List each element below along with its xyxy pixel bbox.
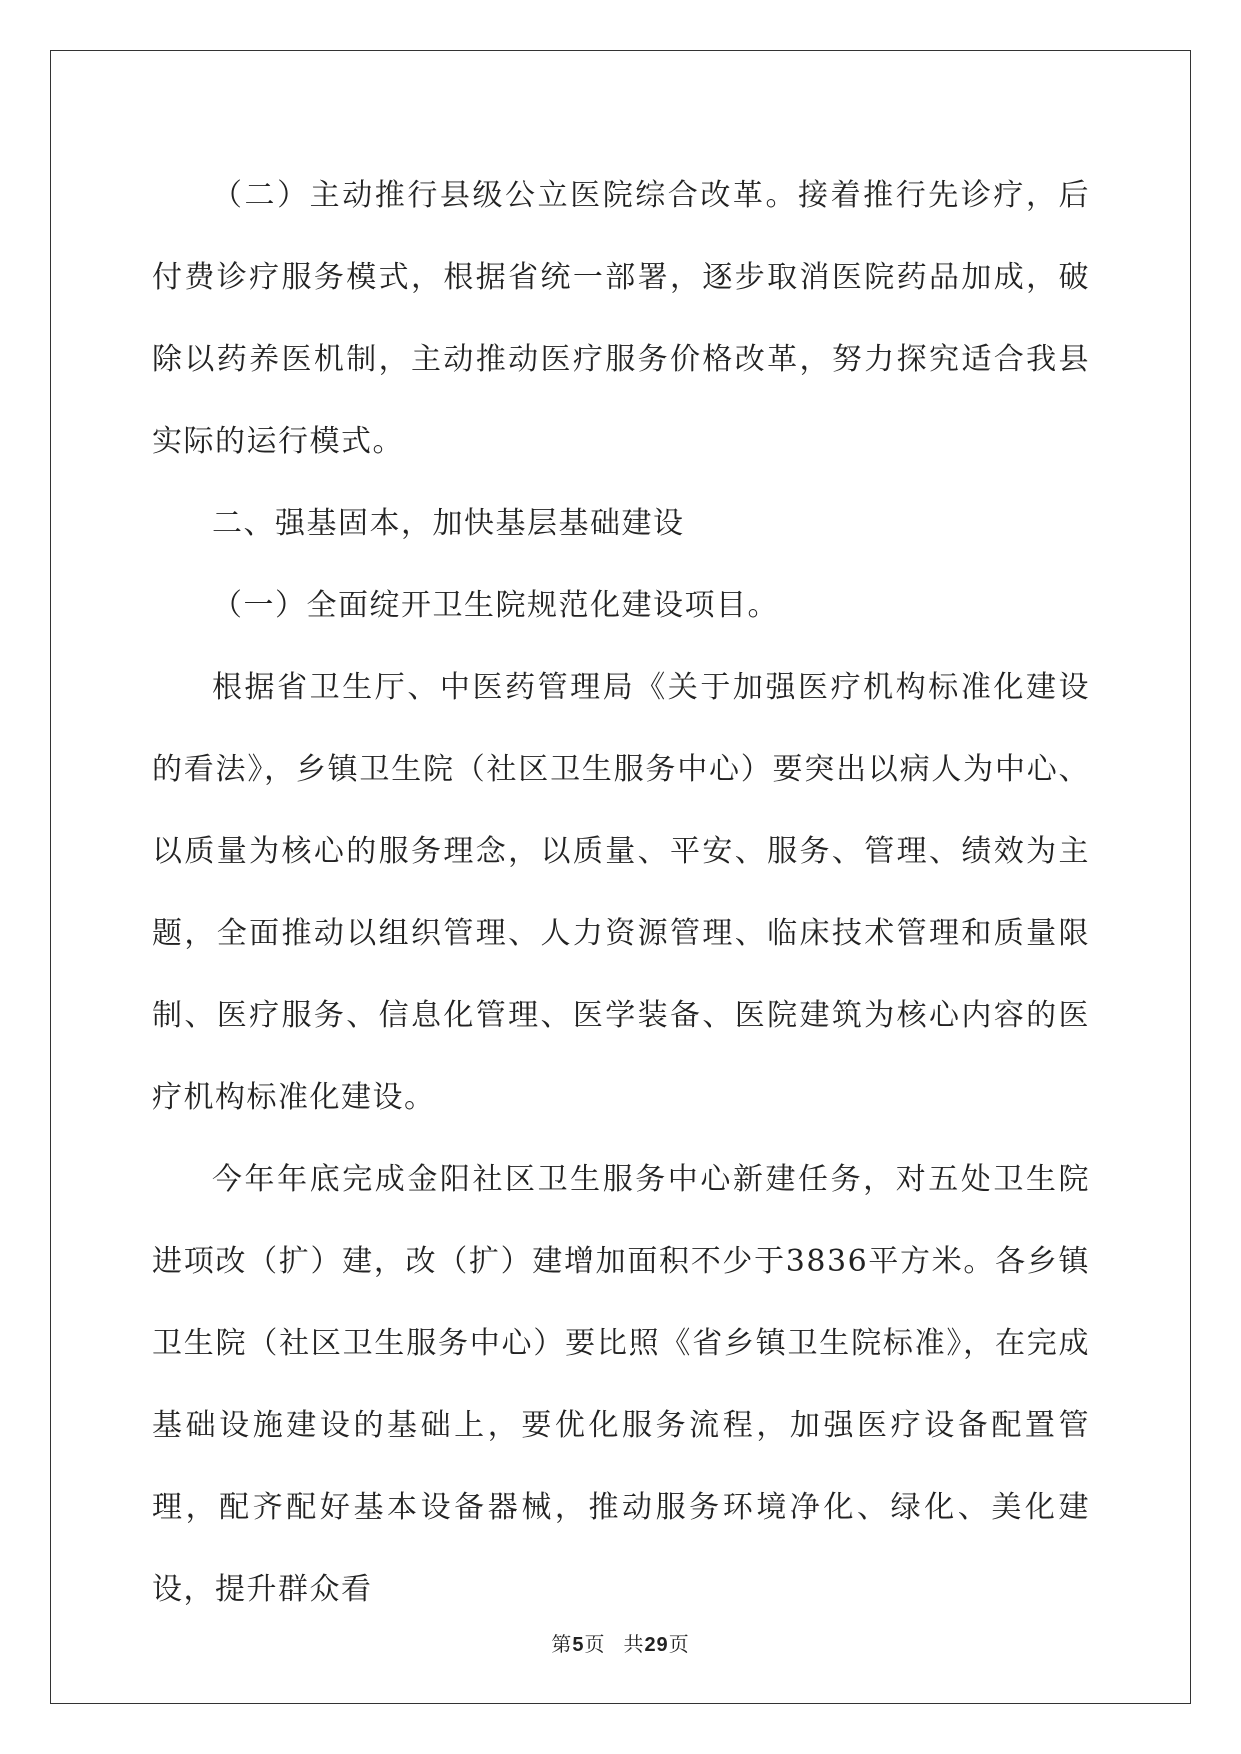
total-pages-prefix: 共 xyxy=(623,1632,645,1656)
total-pages-number: 29 xyxy=(644,1634,669,1656)
paragraph-standardization-guidance: 根据省卫生厅、中医药管理局《关于加强医疗机构标准化建设的看法》，乡镇卫生院（社区卫生服务中心）要突出以病人为中心、以质量为核心的服务理念，以质量、平安、服务、管理、绩效为主题，全面推动以组织管理、人力资源管理、临床技术管理和质量限制、医疗服务、信息化管理、医学装备、医院建筑为核心内容的医疗机构标准化建设。 xyxy=(152,670,1090,1115)
paragraph-reform-county-hospitals: （二）主动推行县级公立医院综合改革。接着推行先诊疗，后付费诊疗服务模式，根据省统一部署，逐步取消医院药品加成，破除以药养医机制，主动推动医疗服务价格改革，努力探究适合我县实际的运行模式。 xyxy=(152,178,1090,459)
section-heading-grassroots: 二、强基固本，加快基层基础建设 xyxy=(212,506,685,541)
page-footer xyxy=(0,1628,1241,1657)
total-pages-suffix: 页 xyxy=(668,1632,690,1656)
page-number-suffix: 页 xyxy=(584,1632,606,1656)
document-body xyxy=(152,155,1090,1631)
paragraph-construction-tasks: 今年年底完成金阳社区卫生服务中心新建任务，对五处卫生院进项改（扩）建，改（扩）建增加面积不少于3836平方米。各乡镇卫生院（社区卫生服务中心）要比照《省乡镇卫生院标准》，在完成基础设施建设的基础上，要优化服务流程，加强医疗设备配置管理，配齐配好基本设备器械，推动服务环境净化、绿化、美化建设，提升群众看 xyxy=(152,1162,1090,1607)
page-number-prefix: 第 xyxy=(551,1632,573,1656)
subheading-health-center-standardization: （一）全面绽开卫生院规范化建设项目。 xyxy=(212,588,779,623)
current-page-number: 5 xyxy=(572,1634,585,1656)
